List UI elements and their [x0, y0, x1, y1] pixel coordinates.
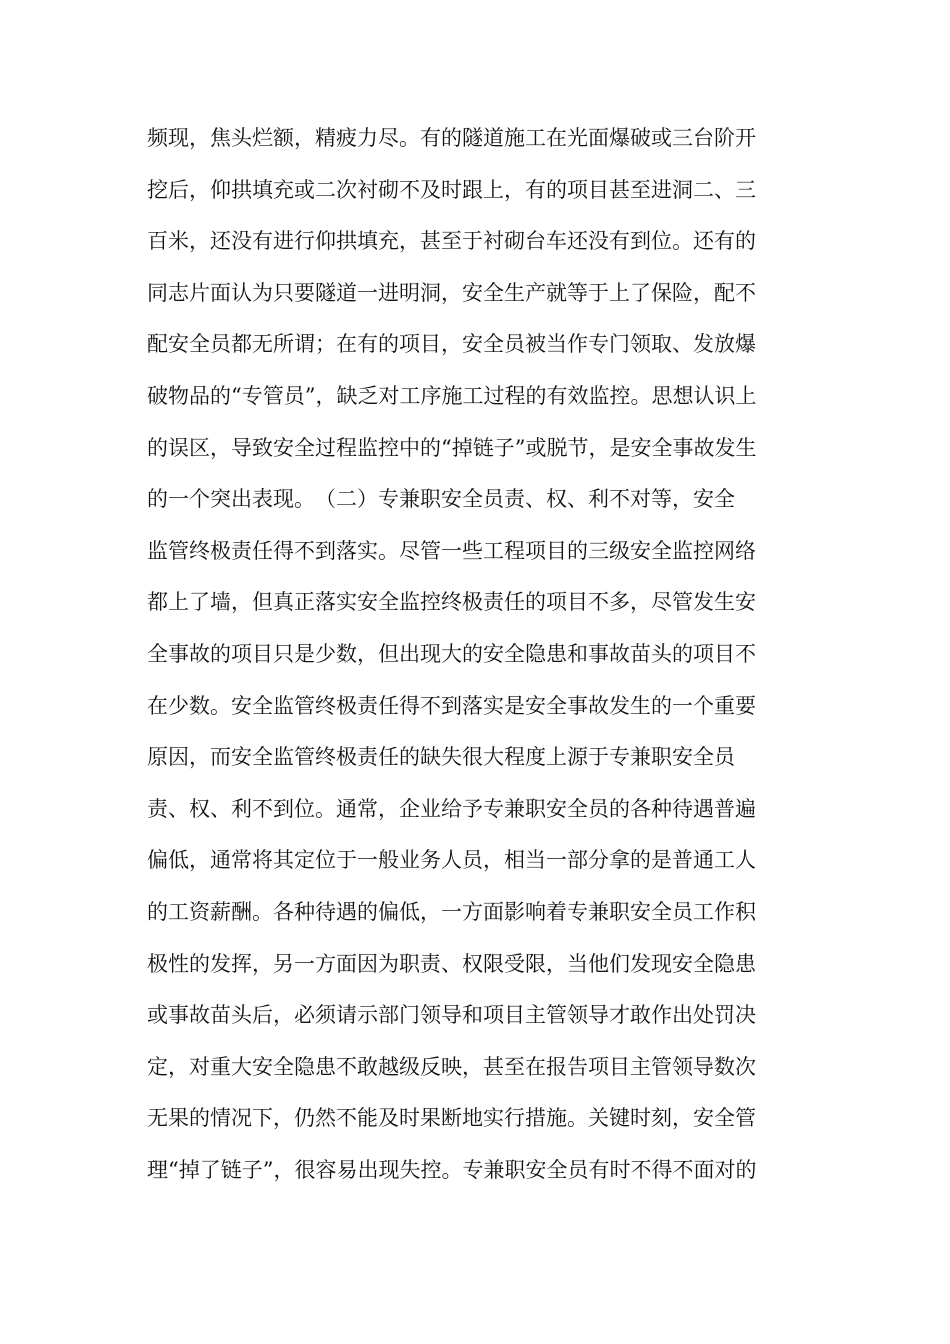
text-line: 都上了墙，但真正落实安全监控终极责任的项目不多，尽管发生安: [147, 590, 756, 615]
text-line: 极性的发挥，另一方面因为职责、权限受限，当他们发现安全隐患: [147, 951, 756, 976]
text-line: 责、权、利不到位。通常，企业给予专兼职安全员的各种待遇普遍: [147, 796, 756, 821]
text-line: 配安全员都无所谓；在有的项目，安全员被当作专门领取、发放爆: [147, 332, 756, 357]
text-line: 无果的情况下，仍然不能及时果断地实行措施。关键时刻，安全管: [147, 1106, 756, 1131]
body-text: [147, 113, 807, 1196]
text-line: 频现，焦头烂额，精疲力尽。有的隧道施工在光面爆破或三台阶开: [147, 126, 756, 150]
text-line: 监管终极责任得不到落实。尽管一些工程项目的三级安全监控网络: [147, 538, 756, 563]
text-line: 破物品的“专管员”，缺乏对工序施工过程的有效监控。思想认识上: [147, 383, 757, 408]
text-line: 挖后，仰拱填充或二次衬砌不及时跟上，有的项目甚至进洞二、三: [147, 177, 756, 202]
text-line: 定，对重大安全隐患不敢越级反映，甚至在报告项目主管领导数次: [147, 1054, 756, 1079]
text-line: 在少数。安全监管终极责任得不到落实是安全事故发生的一个重要: [147, 693, 756, 718]
text-line: 或事故苗头后，必须请示部门领导和项目主管领导才敢作出处罚决: [147, 1003, 756, 1028]
text-line: 理“掉了链子”，很容易出现失控。专兼职安全员有时不得不面对的: [147, 1157, 757, 1182]
text-line: 同志片面认为只要隧道一进明洞，安全生产就等于上了保险，配不: [147, 280, 756, 305]
text-line: 的一个突出表现。 （二）专兼职安全员责、权、利不对等，安全: [147, 487, 735, 512]
text-line: 原因，而安全监管终极责任的缺失很大程度上源于专兼职安全员: [147, 745, 735, 770]
text-line: 全事故的项目只是少数，但出现大的安全隐患和事故苗头的项目不: [147, 641, 756, 666]
text-line: 的误区，导致安全过程监控中的“掉链子”或脱节，是安全事故发生: [147, 435, 757, 460]
text-line: 的工资薪酬。各种待遇的偏低，一方面影响着专兼职安全员工作积: [147, 899, 756, 924]
text-line: 偏低，通常将其定位于一般业务人员，相当一部分拿的是普通工人: [147, 848, 756, 873]
text-line: 百米，还没有进行仰拱填充，甚至于衬砌台车还没有到位。还有的: [147, 229, 756, 254]
